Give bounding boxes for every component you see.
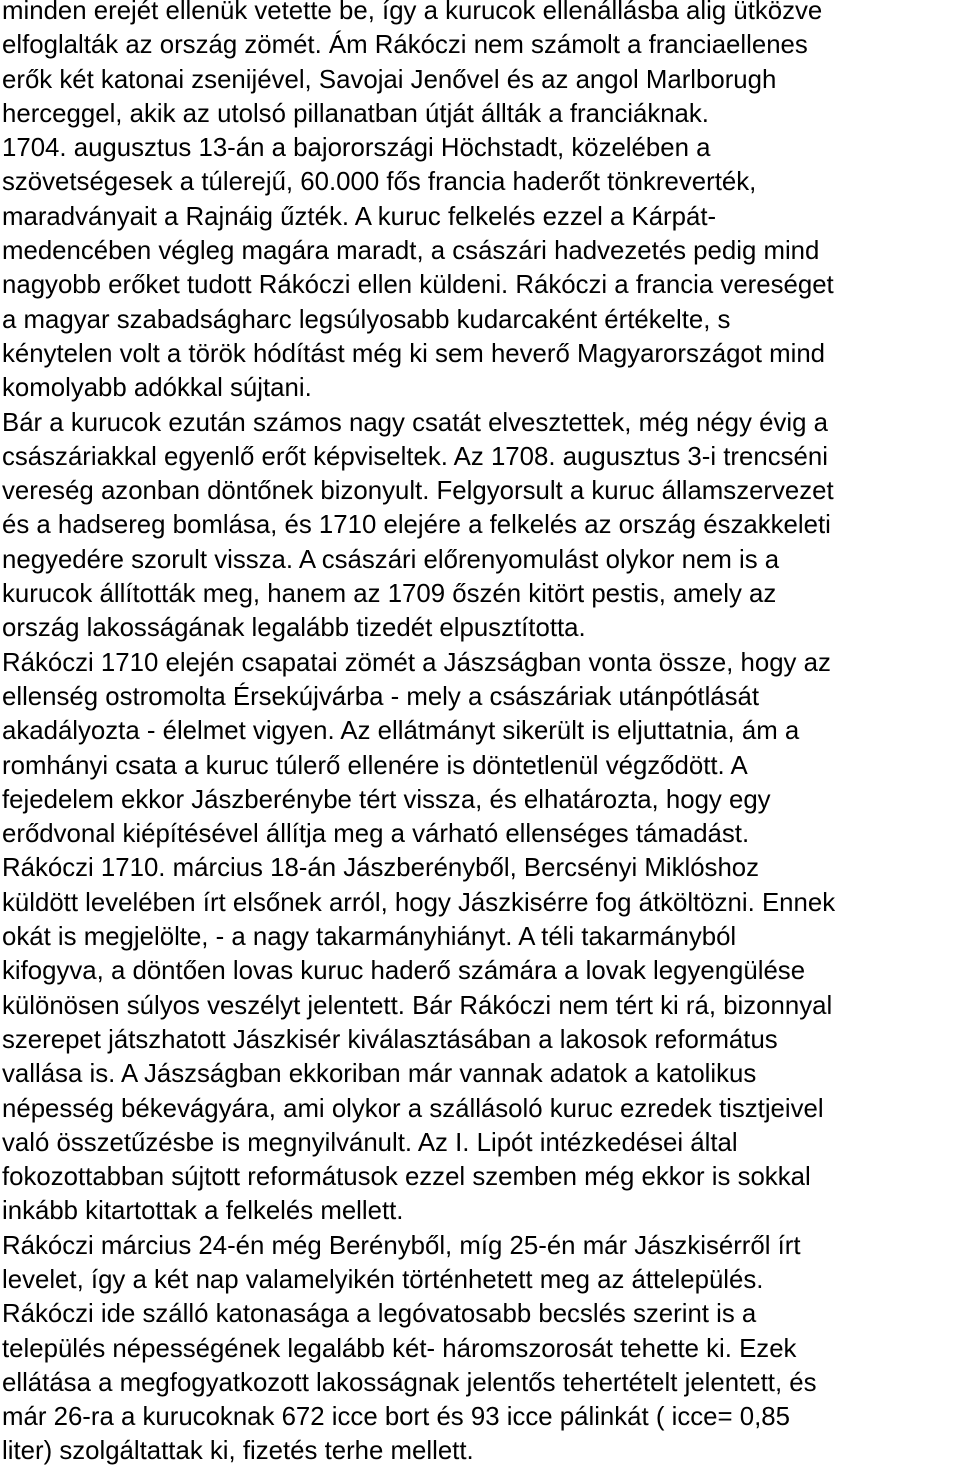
text-line: komolyabb adókkal sújtani.: [2, 374, 312, 403]
text-line: kurucok állították meg, hanem az 1709 őszén kitört pestis, amely az: [2, 580, 777, 609]
paragraph-3: [2, 648, 960, 1235]
text-line: császáriakkal egyenlő erőt képviseltek. Az 1708. augusztus 3-i trencséni: [2, 442, 828, 471]
text-line: inkább kitartottak a felkelés mellett.: [2, 1197, 404, 1226]
text-line: levelet, így a két nap valamelyikén történhetett meg az áttelepülés.: [2, 1265, 764, 1294]
text-line: fejedelem ekkor Jászberénybe tért vissza, és elhatározta, hogy egy: [2, 785, 771, 814]
text-line: herceggel, akik az utolsó pillanatban útját állták a franciáknak.: [2, 99, 709, 128]
text-line: való összetűzésbe is megnyilvánult. Az I. Lipót intézkedései által: [2, 1128, 738, 1157]
text-line: már 26-ra a kurucoknak 672 icce bort és 93 icce pálinkát ( icce= 0,85: [2, 1403, 790, 1432]
text-line: szerepet játszhatott Jászkisér kiválasztásában a lakosok református: [2, 1025, 778, 1054]
text-line: település népességének legalább két- háromszorosát tehette ki. Ezek: [2, 1334, 797, 1363]
text-line: nagyobb erőket tudott Rákóczi ellen küldeni. Rákóczi a francia vereséget: [2, 271, 834, 300]
paragraph-4: [2, 1231, 960, 1475]
text-line: a magyar szabadságharc legsúlyosabb kudarcaként értékelte, s: [2, 305, 731, 334]
text-line: maradványait a Rajnáig űzték. A kuruc felkelés ezzel a Kárpát-: [2, 202, 717, 231]
text-line: Rákóczi 1710. március 18-án Jászberényből, Bercsényi Miklóshoz: [2, 854, 760, 883]
text-line: erődvonal kiépítésével állítja meg a várható ellenséges támadást.: [2, 820, 750, 849]
text-line: akadályozta - élelmet vigyen. Az ellátmányt sikerült is eljuttatnia, ám a: [2, 717, 800, 746]
text-line: minden erejét ellenük vetette be, így a kurucok ellenállásba alig ütközve: [2, 0, 823, 25]
text-line: kénytelen volt a török hódítást még ki sem heverő Magyarországot mind: [2, 339, 826, 368]
text-line: Rákóczi március 24-én még Berényből, míg 25-én már Jászkisérről írt: [2, 1231, 801, 1260]
text-line: Rákóczi 1710 elején csapatai zömét a Jászságban vonta össze, hogy az: [2, 648, 831, 677]
text-line: Bár a kurucok ezután számos nagy csatát elvesztettek, még négy évig a: [2, 408, 828, 437]
paragraph-1: [2, 0, 960, 412]
text-line: liter) szolgáltattak ki, fizetés terhe mellett.: [2, 1437, 474, 1466]
text-line: kifogyva, a döntően lovas kuruc haderő számára a lovak legyengülése: [2, 957, 806, 986]
text-line: vallása is. A Jászságban ekkoriban már vannak adatok a katolikus: [2, 1060, 757, 1089]
text-line: romhányi csata a kuruc túlerő ellenére is döntetlenül végződött. A: [2, 751, 748, 780]
text-line: erők két katonai zsenijével, Savojai Jenővel és az angol Marlborugh: [2, 65, 777, 94]
text-line: 1704. augusztus 13-án a bajorországi Höchstadt, közelében a: [2, 134, 711, 163]
text-line: Rákóczi ide szálló katonasága a legóvatosabb becslés szerint is a: [2, 1300, 757, 1329]
text-line: elfoglalták az ország zömét. Ám Rákóczi nem számolt a franciaellenes: [2, 31, 808, 60]
text-line: népesség békevágyára, ami olykor a szállásoló kuruc ezredek tisztjeivel: [2, 1094, 824, 1123]
text-line: ellenség ostromolta Érsekújvárba - mely a császáriak utánpótlását: [2, 682, 760, 711]
text-line: vereség azonban döntőnek bizonyult. Felgyorsult a kuruc államszervezet: [2, 477, 834, 506]
text-line: ellátása a megfogyatkozott lakosságnak jelentős tehertételt jelentett, és: [2, 1368, 817, 1397]
text-line: ország lakosságának legalább tizedét elpusztította.: [2, 614, 586, 643]
text-line: és a hadsereg bomlása, és 1710 elejére a felkelés az ország északkeleti: [2, 511, 831, 540]
text-line: medencében végleg magára maradt, a császári hadvezetés pedig mind: [2, 237, 820, 266]
text-line: küldött levelében írt elsőnek arról, hogy Jászkisérre fog átköltözni. Ennek: [2, 888, 836, 917]
text-line: negyedére szorult vissza. A császári előrenyomulást olykor nem is a: [2, 545, 780, 574]
text-line: okát is megjelölte, - a nagy takarmányhiányt. A téli takarmányból: [2, 923, 737, 952]
text-line: különösen súlyos veszélyt jelentett. Bár Rákóczi nem tért ki rá, bizonnyal: [2, 991, 833, 1020]
text-line: szövetségesek a túlerejű, 60.000 fős francia haderőt tönkreverték,: [2, 168, 757, 197]
paragraph-2: [2, 408, 960, 652]
text-line: fokozottabban sújtott reformátusok ezzel szemben még ekkor is sokkal: [2, 1163, 811, 1192]
